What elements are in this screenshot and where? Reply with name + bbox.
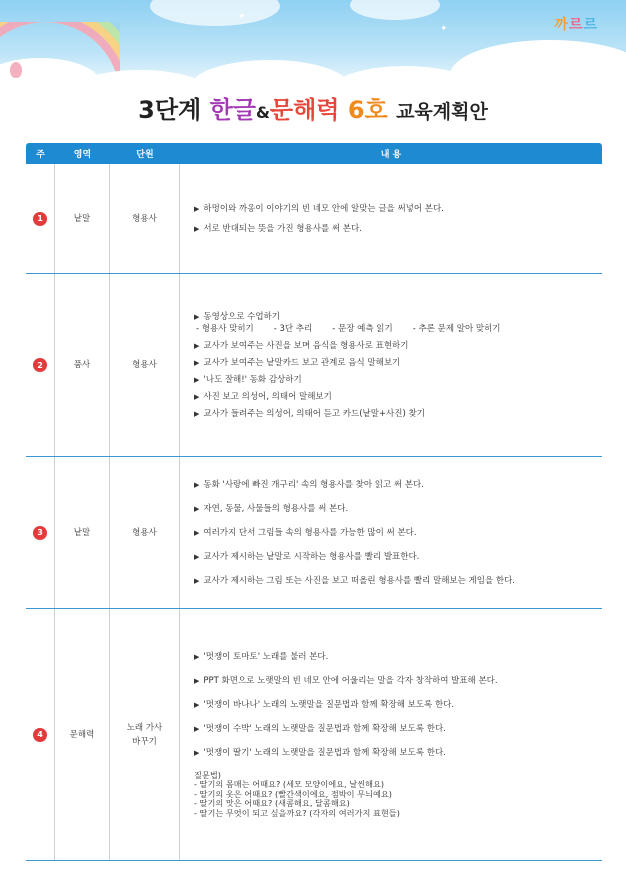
title-plan: 교육계획안 [396, 101, 488, 123]
content-item: ▶ 교사가 들려주는 의성어, 의태어 듣고 카드(낱말+사진) 찾기 [194, 408, 425, 420]
area-cell: 낱말 [73, 213, 91, 224]
table-row [26, 274, 602, 457]
sub-item: - 3단 추리 [273, 323, 313, 334]
logo-char: 까 [554, 17, 569, 33]
title-level: 3단계 [138, 96, 202, 124]
content-item: ▶ 교사가 제시하는 낱말로 시작하는 형용사를 빨리 발표한다. [194, 551, 419, 563]
header-unit: 단원 [136, 150, 154, 160]
balloon-decoration [10, 62, 22, 78]
content-item: ▶ 서로 반대되는 뜻을 가진 형용사를 써 본다. [194, 223, 362, 235]
brand-logo [554, 14, 598, 34]
header-area: 영역 [73, 150, 92, 160]
content-item: ▶ '멋쟁이 수박' 노래의 노랫말을 질문법과 함께 확장해 보도록 한다. [194, 723, 446, 735]
table-row [26, 457, 602, 609]
question-title: 질문법) [194, 769, 221, 780]
unit-cell: 바꾸기 [132, 736, 157, 747]
content-item: ▶ '나도 잘해!' 동화 감상하기 [194, 374, 302, 386]
header-sky [0, 0, 626, 100]
week-number-badge: 4 [33, 728, 47, 742]
content-cell [180, 274, 602, 456]
table-header [26, 143, 602, 164]
sub-item: - 추론 문제 알아 맞히기 [412, 323, 501, 334]
content-item: ▶ 교사가 제시하는 그림 또는 사진을 보고 떠올린 형용사를 빨리 말해보는 게임을 한다. [194, 575, 515, 587]
title-ampersand: & [255, 103, 270, 122]
table-row [26, 609, 602, 861]
question-item: - 딸기는 무엇이 되고 싶을까요? (각자의 여러가지 표현들) [194, 807, 400, 818]
sparkle-icon: ✦ [440, 24, 448, 34]
logo-char: 르 [568, 17, 584, 33]
content-cell [180, 457, 602, 608]
content-item: ▶ 사진 보고 의성어, 의태어 말해보기 [194, 391, 332, 403]
title-literacy: 문해력 [269, 96, 340, 124]
header-content: 내 용 [380, 150, 402, 160]
question-item: - 딸기의 몸매는 어때요? (세모 모양이에요, 날씬해요) [194, 779, 385, 790]
content-item: ▶ 동영상으로 수업하기 [194, 311, 280, 323]
header-week: 주 [36, 150, 45, 160]
content-item: ▶ 여러가지 단서 그림들 속의 형용사를 가능한 많이 써 본다. [194, 527, 417, 539]
content-item: ▶ 교사가 보여주는 낱말카드 보고 관계로 음식 말해보기 [194, 357, 400, 369]
lesson-plan-table [26, 143, 602, 861]
content-item: ▶ '멋쟁이 바나나' 노래의 노랫말을 질문법과 함께 확장해 보도록 한다. [194, 699, 454, 711]
content-item: ▶ 교사가 보여주는 사진을 보며 음식을 형용사로 표현하기 [194, 340, 408, 352]
unit-cell: 형용사 [132, 360, 157, 370]
page-title [0, 90, 626, 125]
question-item: - 딸기의 맛은 어때요? (새콤해요, 달콤해요) [194, 798, 350, 809]
title-issue: 6호 [347, 96, 388, 124]
unit-cell: 형용사 [132, 213, 157, 224]
week-number-badge: 2 [33, 358, 47, 372]
content-item: ▶ '멋쟁이 딸기' 노래의 노랫말을 질문법과 함께 확장해 보도록 한다. [194, 747, 446, 759]
area-cell: 품사 [73, 360, 91, 370]
unit-cell: 노래 가사 [126, 722, 163, 733]
content-item: ▶ 하멍이와 까옹이 이야기의 빈 네모 안에 알맞는 글을 써넣어 본다. [194, 203, 444, 215]
week-number-badge: 3 [33, 526, 47, 540]
content-item: ▶ 자연, 동물, 사물들의 형용사를 써 본다. [194, 503, 348, 515]
table-row [26, 164, 602, 274]
content-cell [180, 164, 602, 273]
question-item: - 딸기의 옷은 어때요? (빨간색이에요, 점박이 무늬예요) [194, 788, 392, 799]
content-cell [180, 609, 602, 860]
area-cell: 문해력 [69, 729, 95, 740]
cloud-decoration [350, 0, 440, 20]
logo-char: 르 [583, 17, 598, 33]
sub-item: - 문장 예측 읽기 [332, 323, 393, 334]
content-item: ▶ PPT 화면으로 노랫말의 빈 네모 안에 어울리는 말을 각자 창작하여 발표해 본다. [194, 675, 498, 687]
title-hangul: 한글 [209, 96, 256, 124]
content-item: ▶ '멋쟁이 토마토' 노래를 불러 본다. [194, 651, 328, 663]
sub-item: - 형용사 맞히기 [196, 323, 254, 334]
sub-items [194, 323, 521, 335]
cloud-decoration [150, 0, 280, 26]
sparkle-icon: ✦ [238, 12, 246, 22]
content-item: ▶ 동화 '사랑에 빠진 개구리' 속의 형용사를 찾아 읽고 써 본다. [194, 479, 424, 491]
unit-cell: 형용사 [132, 527, 157, 538]
area-cell: 낱말 [73, 527, 91, 538]
week-number-badge: 1 [33, 212, 47, 226]
